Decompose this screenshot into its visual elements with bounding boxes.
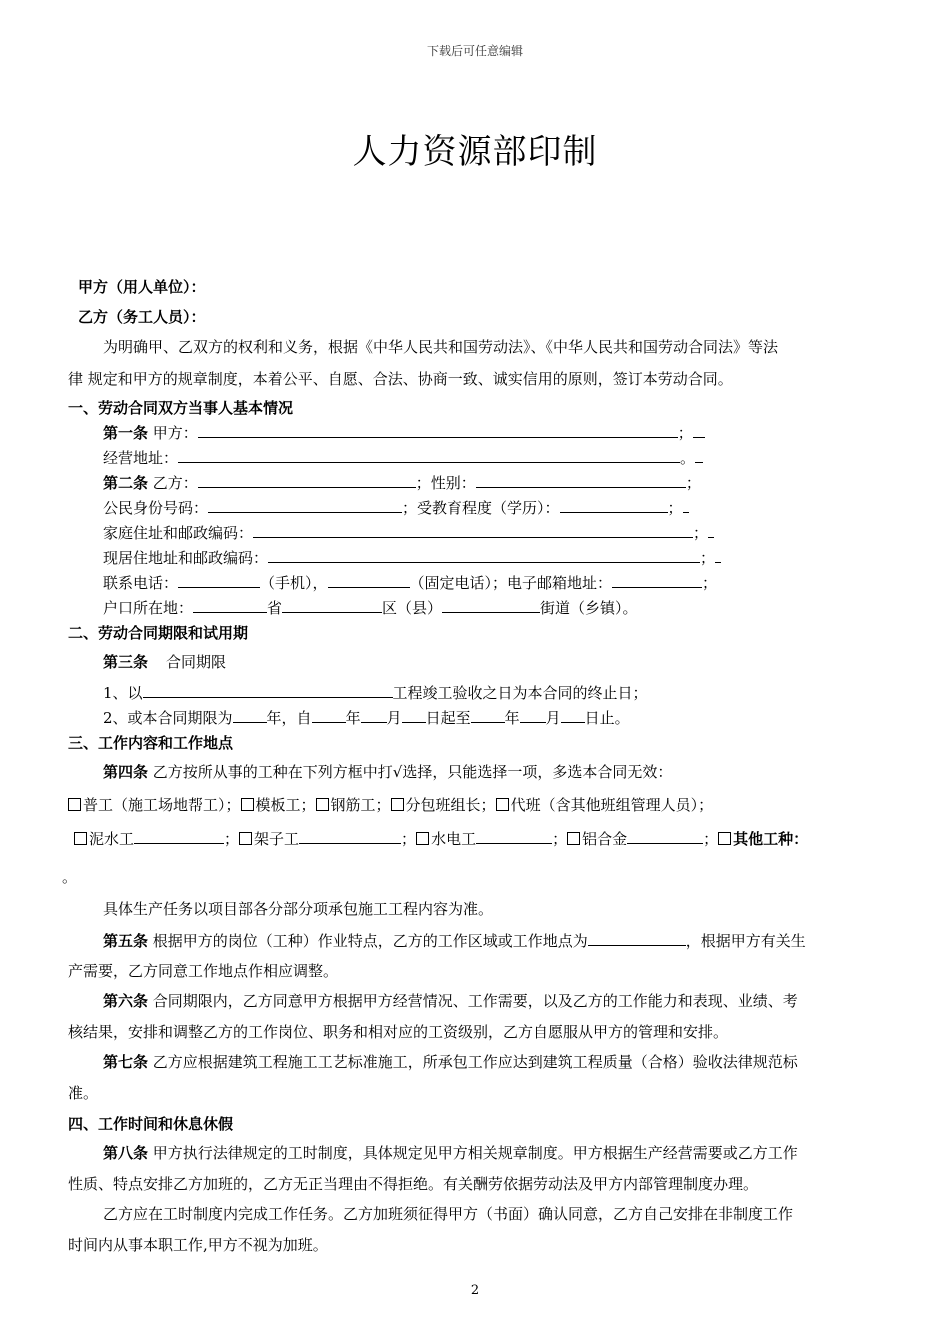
term-option-1-row: 1、以 工程竣工验收之日为本合同的终止日； xyxy=(103,681,648,704)
province-blank[interactable] xyxy=(193,596,267,613)
business-address-row: 经营地址： 。 xyxy=(103,446,703,469)
article-8-row: 第八条 甲方执行法律规定的工时制度，具体规定见甲方相关规章制度。甲方根据生产经营需要或乙方工作 xyxy=(103,1144,798,1162)
landline-blank[interactable] xyxy=(328,571,410,588)
article-5-label: 第五条 xyxy=(103,932,149,950)
section-1-heading: 一、劳动合同双方当事人基本情况 xyxy=(68,399,294,417)
article-5-row: 第五条 根据甲方的岗位（工种）作业特点，乙方的工作区域或工作地点为 ，根据甲方有关生 xyxy=(103,929,806,952)
scaffolder-blank[interactable] xyxy=(299,827,401,844)
current-address-blank[interactable] xyxy=(268,546,700,563)
end-year-blank[interactable] xyxy=(471,706,505,723)
checkbox-mason[interactable] xyxy=(74,832,87,845)
term-option-2-row: 2、或本合同期限为 年，自 年 月 日起至 年 月 日止。 xyxy=(103,706,630,729)
hukou-row: 户口所在地： 省 区（县） 街道（乡镇）。 xyxy=(103,596,638,619)
project-name-blank[interactable] xyxy=(143,681,393,698)
section-3-heading: 三、工作内容和工作地点 xyxy=(68,734,234,752)
business-address-blank[interactable] xyxy=(178,446,680,463)
contact-row: 联系电话： （手机）， （固定电话）；电子邮箱地址： ； xyxy=(103,571,717,594)
id-number-blank[interactable] xyxy=(208,496,402,513)
street-blank[interactable] xyxy=(442,596,540,613)
party-a-label: 甲方（用人单位）： xyxy=(78,278,206,296)
end-month-blank[interactable] xyxy=(520,706,546,723)
article-7-label: 第七条 xyxy=(103,1053,149,1071)
article-6-label: 第六条 xyxy=(103,992,149,1010)
home-address-row: 家庭住址和邮政编码： ； xyxy=(103,521,714,544)
term-years-blank[interactable] xyxy=(233,706,267,723)
article-8-label: 第八条 xyxy=(103,1144,149,1162)
article-4-row: 第四条 乙方按所从事的工种在下列方框中打√选择，只能选择一项，多选本合同无效： xyxy=(103,763,673,781)
current-address-row: 现居住地址和邮政编码： ； xyxy=(103,546,721,569)
article-3-label: 第三条 xyxy=(103,653,149,671)
page-number: 2 xyxy=(470,1283,480,1298)
article-2-label: 第二条 xyxy=(103,474,149,492)
end-day-blank[interactable] xyxy=(561,706,585,723)
article-8-line-2: 性质、特点安排乙方加班的，乙方无正当理由不得拒绝。有关酬劳依据劳动法及甲方内部管理制度办理。 xyxy=(68,1175,759,1193)
education-blank[interactable] xyxy=(560,496,668,513)
overtime-paragraph-line-2: 时间内从事本职工作,甲方不视为加班。 xyxy=(68,1236,328,1254)
start-year-blank[interactable] xyxy=(312,706,346,723)
checkbox-formwork[interactable] xyxy=(241,798,254,811)
other-trade-end-period: 。 xyxy=(62,868,78,886)
mason-blank[interactable] xyxy=(134,827,224,844)
home-address-blank[interactable] xyxy=(253,521,693,538)
overtime-paragraph-line-1: 乙方应在工时制度内完成工作任务。乙方加班须征得甲方（书面）确认同意，乙方自己安排在非制度工作 xyxy=(103,1205,794,1223)
article-7-line-2: 准。 xyxy=(68,1084,99,1102)
intro-paragraph-line-1: 为明确甲、乙双方的权利和义务，根据《中华人民共和国劳动法》、《中华人民共和国劳动合同法》等法 xyxy=(103,338,779,356)
checkbox-aluminum[interactable] xyxy=(567,832,580,845)
aluminum-blank[interactable] xyxy=(627,827,703,844)
checkbox-plumber-electrician[interactable] xyxy=(416,832,429,845)
party-b-name-blank[interactable] xyxy=(198,471,416,488)
article-1-row: 第一条 甲方： ； xyxy=(103,421,705,444)
work-location-blank[interactable] xyxy=(588,929,686,946)
article-7-row: 第七条 乙方应根据建筑工程施工工艺标准施工，所承包工作应达到建筑工程质量（合格）验收法律规范标 xyxy=(103,1053,798,1071)
section-4-heading: 四、工作时间和休息休假 xyxy=(68,1115,234,1133)
document-title: 人力资源部印制 xyxy=(352,132,598,172)
section-2-heading: 二、劳动合同期限和试用期 xyxy=(68,624,249,642)
id-number-row: 公民身份号码： ；受教育程度（学历）： ； xyxy=(103,496,689,519)
intro-paragraph-line-2: 律 规定和甲方的规章制度，本着公平、自愿、合法、协商一致、诚实信用的原则，签订本劳动合同。 xyxy=(68,370,733,388)
article-4-label: 第四条 xyxy=(103,763,149,781)
county-blank[interactable] xyxy=(282,596,382,613)
job-options-row-1: 普工（施工场地帮工）； 模板工； 钢筋工； 分包班组长； 代班（含其他班组管理人员）； xyxy=(68,794,713,816)
page-header-note: 下载后可任意编辑 xyxy=(426,44,523,58)
checkbox-subcontract-leader[interactable] xyxy=(391,798,404,811)
plumber-blank[interactable] xyxy=(476,827,552,844)
article-5-line-2: 产需要，乙方同意工作地点作相应调整。 xyxy=(68,962,339,980)
checkbox-rebar[interactable] xyxy=(316,798,329,811)
checkbox-general-worker[interactable] xyxy=(68,798,81,811)
article-2-row: 第二条 乙方： ；性别： ； xyxy=(103,471,701,494)
article-6-row: 第六条 合同期限内，乙方同意甲方根据甲方经营情况、工作需要，以及乙方的工作能力和表现、业绩、考 xyxy=(103,992,798,1010)
party-b-label: 乙方（务工人员）： xyxy=(78,308,206,326)
article-1-label: 第一条 xyxy=(103,424,149,442)
article-6-line-2: 核结果，安排和调整乙方的工作岗位、职务和相对应的工资级别，乙方自愿服从甲方的管理和安排。 xyxy=(68,1023,729,1041)
start-day-blank[interactable] xyxy=(402,706,426,723)
email-blank[interactable] xyxy=(612,571,702,588)
tasks-note: 具体生产任务以项目部各分部分项承包施工工程内容为准。 xyxy=(103,900,494,918)
checkbox-foreman[interactable] xyxy=(496,798,509,811)
start-month-blank[interactable] xyxy=(361,706,387,723)
article-3-row: 第三条 合同期限 xyxy=(103,653,227,671)
gender-blank[interactable] xyxy=(476,471,686,488)
party-a-name-blank[interactable] xyxy=(198,421,678,438)
checkbox-scaffolder[interactable] xyxy=(239,832,252,845)
checkbox-other-trade[interactable] xyxy=(718,832,731,845)
job-options-row-2: 泥水工 ； 架子工 ； 水电工 ； 铝合金 ； 其他工种： xyxy=(74,827,808,850)
mobile-blank[interactable] xyxy=(178,571,260,588)
